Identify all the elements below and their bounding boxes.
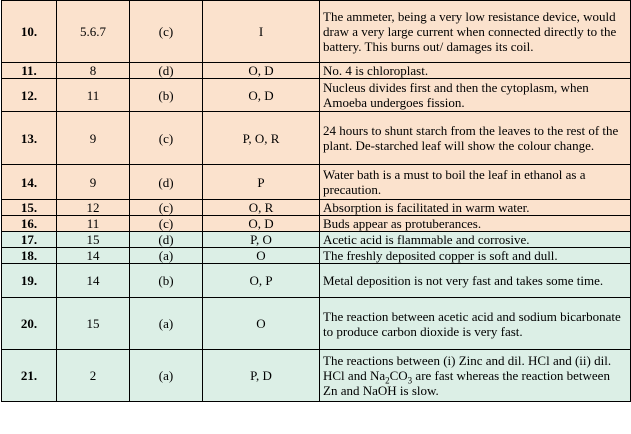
question-ref: 9 (57, 112, 130, 165)
answer-option: (b) (130, 79, 203, 112)
explanation: Absorption is facilitated in warm water. (320, 200, 631, 216)
explanation-text: CO (389, 368, 408, 383)
row-number: 18. (2, 248, 57, 264)
skill-code: P, O, R (203, 112, 320, 165)
explanation: Nucleus divides first and then the cytoplasm, when Amoeba undergoes fission. (320, 79, 631, 112)
row-number: 16. (2, 216, 57, 232)
explanation: 24 hours to shunt starch from the leaves to the rest of the plant. De-starched leaf will show the colour change. (320, 112, 631, 165)
question-ref: 15 (57, 232, 130, 248)
explanation: The reaction between acetic acid and sodium bicarbonate to produce carbon dioxide is very fast. (320, 298, 631, 350)
answer-option: (d) (130, 232, 203, 248)
question-ref: 12 (57, 200, 130, 216)
skill-code: O, D (203, 216, 320, 232)
answer-option: (c) (130, 1, 203, 63)
subscript: 3 (407, 375, 413, 386)
table-row (2, 232, 631, 248)
question-ref: 5.6.7 (57, 1, 130, 63)
table-row (2, 1, 631, 63)
question-ref: 11 (57, 216, 130, 232)
answer-option: (d) (130, 165, 203, 200)
explanation: Water bath is a must to boil the leaf in ethanol as a precaution. (320, 165, 631, 200)
skill-code: O, D (203, 63, 320, 79)
row-number: 14. (2, 165, 57, 200)
question-ref: 8 (57, 63, 130, 79)
answer-option: (c) (130, 216, 203, 232)
table-row (2, 79, 631, 112)
explanation-text: The reactions between (i) Zinc and dil. HCl and (ii) dil. HCl and Na (323, 353, 612, 383)
question-ref: 15 (57, 298, 130, 350)
row-number: 21. (2, 350, 57, 402)
answer-key-table (1, 0, 631, 402)
row-number: 12. (2, 79, 57, 112)
subscript: 2 (385, 375, 390, 386)
question-ref: 14 (57, 248, 130, 264)
explanation (320, 350, 631, 402)
explanation: The ammeter, being a very low resistance device, would draw a very large current when connected directly to the battery. This burns out/ damages its coil. (320, 1, 631, 63)
answer-option: (a) (130, 350, 203, 402)
explanation: Metal deposition is not very fast and takes some time. (320, 264, 631, 298)
row-number: 13. (2, 112, 57, 165)
table-row (2, 216, 631, 232)
row-number: 15. (2, 200, 57, 216)
table-row (2, 298, 631, 350)
explanation-text: are fast whereas the reaction between Zn and NaOH is slow. (323, 368, 610, 398)
row-number: 20. (2, 298, 57, 350)
skill-code: I (203, 1, 320, 63)
answer-option: (d) (130, 63, 203, 79)
table-row (2, 165, 631, 200)
row-number: 19. (2, 264, 57, 298)
table-row (2, 350, 631, 402)
table-row (2, 264, 631, 298)
answer-option: (a) (130, 248, 203, 264)
skill-code: O, P (203, 264, 320, 298)
row-number: 17. (2, 232, 57, 248)
skill-code: O (203, 298, 320, 350)
skill-code: P, O (203, 232, 320, 248)
answer-option: (c) (130, 112, 203, 165)
skill-code: O (203, 248, 320, 264)
question-ref: 11 (57, 79, 130, 112)
skill-code: P, D (203, 350, 320, 402)
answer-option: (b) (130, 264, 203, 298)
table-row (2, 63, 631, 79)
skill-code: O, R (203, 200, 320, 216)
table-row (2, 112, 631, 165)
question-ref: 2 (57, 350, 130, 402)
answer-option: (c) (130, 200, 203, 216)
skill-code: O, D (203, 79, 320, 112)
row-number: 10. (2, 1, 57, 63)
explanation: No. 4 is chloroplast. (320, 63, 631, 79)
explanation: Buds appear as protuberances. (320, 216, 631, 232)
table-row (2, 200, 631, 216)
explanation: Acetic acid is flammable and corrosive. (320, 232, 631, 248)
explanation: The freshly deposited copper is soft and dull. (320, 248, 631, 264)
question-ref: 14 (57, 264, 130, 298)
skill-code: P (203, 165, 320, 200)
answer-option: (a) (130, 298, 203, 350)
table-row (2, 248, 631, 264)
question-ref: 9 (57, 165, 130, 200)
row-number: 11. (2, 63, 57, 79)
